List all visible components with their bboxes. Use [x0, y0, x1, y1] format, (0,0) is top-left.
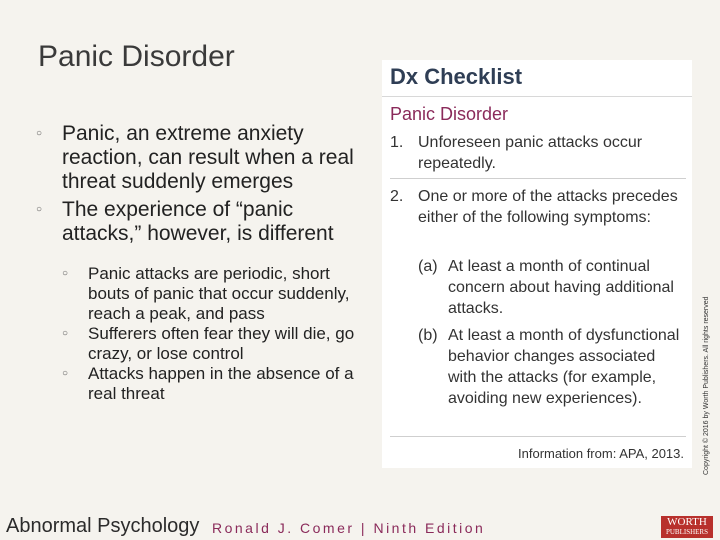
bullet-circle-icon: ○ [62, 368, 69, 379]
author-edition: Ronald J. Comer | Ninth Edition [212, 520, 486, 536]
slide-title: Panic Disorder [38, 40, 235, 73]
logo-line-1: WORTH [667, 516, 707, 528]
bullet-circle-icon: ○ [36, 128, 43, 139]
criterion-1 [390, 132, 680, 174]
criterion-text: At least a month of continual concern about having additional attacks. [448, 258, 674, 317]
sub-bullet-item [62, 364, 356, 404]
sub-bullet-item [62, 264, 356, 324]
dx-checklist-header [382, 60, 692, 97]
criterion-2 [390, 186, 680, 228]
bullet-item [36, 122, 356, 194]
footer-bar [0, 508, 720, 540]
sub-bullet-text: Panic attacks are periodic, short bouts of panic that occur suddenly, reach a peak, and pass [88, 264, 350, 323]
sub-bullet-item [62, 324, 356, 364]
criterion-number: (b) [418, 327, 438, 344]
criterion-text: One or more of the attacks precedes either of the following symptoms: [418, 188, 678, 226]
sub-bullet-text: Attacks happen in the absence of a real threat [88, 364, 354, 403]
dx-checklist-subtitle: Panic Disorder [390, 104, 509, 124]
dx-checklist-card [382, 60, 692, 468]
dx-checklist-title: Dx Checklist [390, 64, 523, 89]
criterion-2b [418, 325, 680, 409]
criterion-text: At least a month of dysfunctional behavior changes associated with the attacks (for example, avoiding new experiences). [448, 327, 680, 407]
source-citation: Information from: APA, 2013. [518, 446, 684, 461]
divider [390, 436, 686, 437]
sub-bullet-text: Sufferers often fear they will die, go crazy, or lose control [88, 324, 355, 363]
criterion-number: 1. [390, 134, 404, 151]
criterion-2a [418, 256, 680, 319]
bullet-text: Panic, an extreme anxiety reaction, can result when a real threat suddenly emerges [62, 122, 354, 193]
book-title: Abnormal Psychology [6, 515, 200, 537]
divider [390, 178, 686, 179]
criterion-number: (a) [418, 258, 438, 275]
criterion-text: Unforeseen panic attacks occur repeatedly. [418, 134, 643, 172]
bullet-text: The experience of “panic attacks,” however, is different [62, 198, 334, 245]
publisher-logo [661, 516, 713, 538]
bullet-list [36, 122, 356, 404]
bullet-circle-icon: ○ [36, 204, 43, 215]
logo-line-2: PUBLISHERS [665, 528, 708, 536]
bullet-item [36, 198, 356, 246]
criterion-number: 2. [390, 188, 404, 205]
sub-bullet-list [36, 264, 356, 404]
bullet-circle-icon: ○ [62, 268, 69, 279]
bullet-circle-icon: ○ [62, 328, 69, 339]
copyright-notice: Copyright © 2016 by Worth Publishers. All rights reserved [703, 296, 710, 475]
